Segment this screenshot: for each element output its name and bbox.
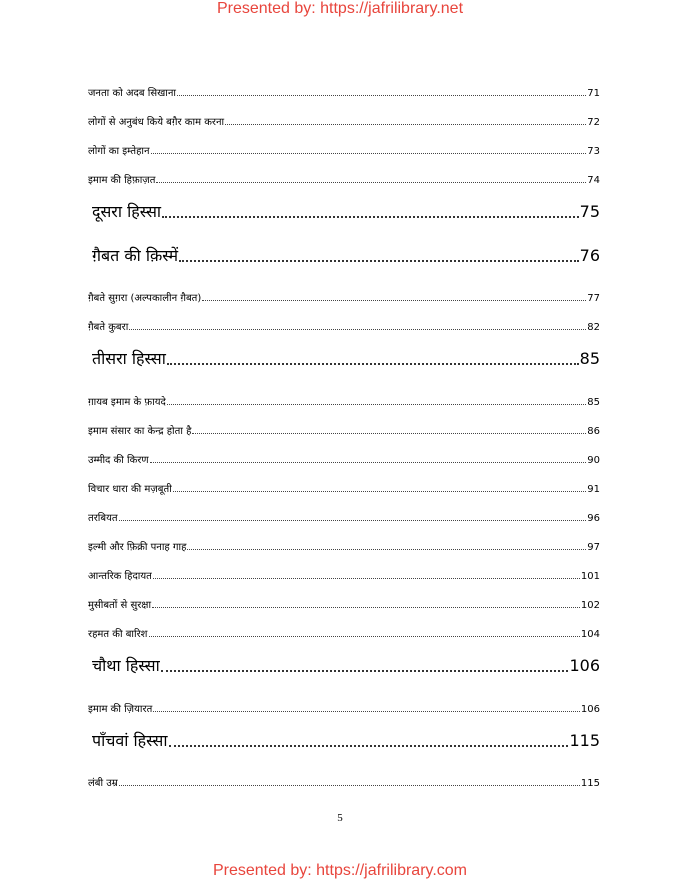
toc-entry-title: लोगों का इम्तेहान — [88, 146, 150, 157]
toc-entry-title: पाँचवां हिस्सा — [92, 731, 168, 750]
toc-section-heading — [88, 244, 600, 266]
toc-entry-title: इमाम की हिफ़ाज़त — [88, 175, 156, 186]
leader-dots — [151, 153, 587, 154]
toc-entry — [88, 143, 600, 157]
toc-entry-title: ग़ैबत की क़िस्में — [92, 246, 179, 265]
toc-entry-title: इमाम की ज़ियारत — [88, 704, 153, 715]
toc-entry-title: तीसरा हिस्सा — [92, 349, 166, 368]
leader-dots — [161, 670, 569, 672]
toc-entry — [88, 452, 600, 466]
leader-dots — [169, 745, 569, 747]
toc-entry-page: 101 — [580, 571, 600, 582]
toc-entry — [88, 85, 600, 99]
toc-entry-page: 75 — [579, 202, 600, 221]
footer-banner: Presented by: https://jafrilibrary.com — [212, 862, 468, 879]
toc-entry — [88, 114, 600, 128]
table-of-contents — [88, 0, 600, 880]
toc-entry-page: 97 — [587, 542, 600, 553]
toc-entry-page: 102 — [580, 600, 600, 611]
toc-entry — [88, 481, 600, 495]
toc-entry-page: 71 — [587, 88, 600, 99]
toc-entry-title: इमाम संसार का केन्द्र होता है — [88, 426, 192, 437]
leader-dots — [149, 636, 580, 637]
toc-entry — [88, 510, 600, 524]
toc-entry-title: विचार धारा की मज़बूती — [88, 484, 172, 495]
toc-section-heading — [88, 729, 600, 751]
toc-entry-page: 76 — [579, 246, 600, 265]
toc-entry — [88, 423, 600, 437]
toc-entry — [88, 775, 600, 789]
toc-entry-title: ग़ायब इमाम के फ़ायदे — [88, 397, 166, 408]
toc-entry-title: रहमत की बारिश — [88, 629, 148, 640]
toc-entry-page: 106 — [580, 704, 600, 715]
toc-entry-page: 77 — [587, 293, 600, 304]
leader-dots — [173, 491, 586, 492]
toc-entry-title: लोगों से अनुबंध किये बग़ैर काम करना — [88, 117, 225, 128]
leader-dots — [150, 462, 587, 463]
toc-section-heading — [88, 347, 600, 369]
toc-entry — [88, 290, 600, 304]
toc-entry-title: मुसीबतों से सुरक्षा — [88, 600, 152, 611]
toc-entry — [88, 626, 600, 640]
header-banner: Presented by: https://jafrilibrary.net — [216, 0, 464, 17]
toc-entry-title: दूसरा हिस्सा — [92, 202, 162, 221]
toc-entry-page: 72 — [587, 117, 600, 128]
toc-entry — [88, 539, 600, 553]
leader-dots — [202, 300, 586, 301]
leader-dots — [167, 404, 586, 405]
toc-entry-page: 91 — [587, 484, 600, 495]
toc-entry-page: 106 — [569, 656, 600, 675]
leader-dots — [179, 260, 579, 262]
toc-entry-page: 115 — [569, 731, 600, 750]
leader-dots — [156, 182, 586, 183]
toc-entry-title: ग़ैबते कुबरा — [88, 322, 129, 333]
toc-entry-page: 96 — [587, 513, 600, 524]
toc-entry — [88, 172, 600, 186]
toc-entry — [88, 319, 600, 333]
toc-entry-title: जनता को अदब सिखाना — [88, 88, 176, 99]
toc-entry-title: तरबियत — [88, 513, 118, 524]
toc-entry-page: 85 — [579, 349, 600, 368]
leader-dots — [153, 711, 580, 712]
toc-entry-title: चौथा हिस्सा — [92, 656, 160, 675]
toc-entry — [88, 394, 600, 408]
leader-dots — [153, 578, 580, 579]
toc-entry — [88, 597, 600, 611]
leader-dots — [225, 124, 586, 125]
toc-entry-title: इल्मी और फ़िक्री पनाह गाह — [88, 542, 187, 553]
toc-entry-page: 73 — [587, 146, 600, 157]
leader-dots — [162, 216, 579, 218]
leader-dots — [167, 363, 579, 365]
leader-dots — [187, 549, 586, 550]
leader-dots — [177, 95, 586, 96]
toc-entry-page: 86 — [587, 426, 600, 437]
toc-entry — [88, 568, 600, 582]
toc-section-heading — [88, 200, 600, 222]
leader-dots — [192, 433, 586, 434]
toc-entry-title: लंबी उम्र — [88, 778, 118, 789]
leader-dots — [119, 520, 587, 521]
toc-entry-title: आन्तरिक हिदायत — [88, 571, 152, 582]
toc-entry-page: 82 — [587, 322, 600, 333]
toc-section-heading — [88, 654, 600, 676]
toc-entry-title: ग़ैबते सुग़रा (अल्पकालीन ग़ैबत) — [88, 293, 202, 304]
leader-dots — [119, 785, 580, 786]
toc-entry-page: 104 — [580, 629, 600, 640]
toc-entry-page: 90 — [587, 455, 600, 466]
leader-dots — [129, 329, 586, 330]
toc-entry-page: 115 — [580, 778, 600, 789]
page-number: 5 — [337, 812, 343, 824]
leader-dots — [152, 607, 580, 608]
toc-entry-page: 85 — [587, 397, 600, 408]
toc-entry-title: उम्मीद की किरण — [88, 455, 149, 466]
toc-entry-page: 74 — [587, 175, 600, 186]
toc-entry — [88, 701, 600, 715]
